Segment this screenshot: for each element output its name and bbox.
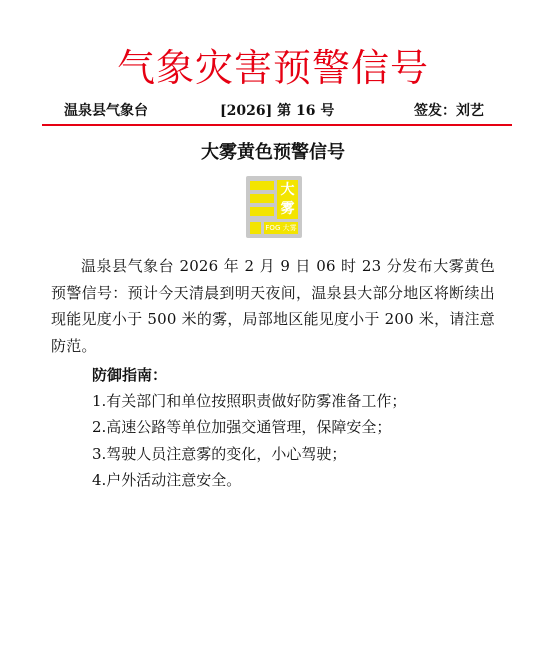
- fog-yellow-warning-icon: [246, 176, 302, 238]
- signal-bar: [250, 207, 274, 216]
- signal-bar: [250, 194, 274, 203]
- signal-char-da: 大: [277, 180, 298, 200]
- guide-list: [92, 388, 492, 493]
- signal-footer-label: FOG 大雾: [265, 224, 297, 232]
- document-headline: 气象灾害预警信号: [116, 46, 429, 90]
- issue-info-row: [64, 101, 484, 121]
- signal-footer: [250, 222, 298, 234]
- notice-title: 大雾黄色预警信号: [201, 142, 345, 163]
- issue-number: [2026] 第 16 号: [220, 103, 335, 119]
- guide-item-4: 4.户外活动注意安全。: [92, 470, 242, 489]
- notice-body: [51, 253, 495, 359]
- signatory: 签发：刘艺: [414, 103, 484, 119]
- signal-bar: [250, 181, 274, 190]
- guide-title: 防御指南：: [92, 366, 168, 384]
- signal-square: [250, 222, 261, 234]
- notice-paragraph: 温泉县气象台 2026 年 2 月 9 日 06 时 23 分发布大雾黄色预警信号：预计今天清晨到明天夜间，温泉县大部分地区将断续出现能见度小于 500 米的雾，局部地区能见度小于 200 米，请注意防范。: [51, 257, 495, 355]
- signal-char-wu: 雾: [277, 199, 298, 219]
- guide-item-3: 3.驾驶人员注意雾的变化，小心驾驶；: [92, 444, 347, 463]
- guide-item-2: 2.高速公路等单位加强交通管理，保障安全；: [92, 418, 392, 437]
- red-divider: [42, 124, 512, 126]
- issuer-name: 温泉县气象台: [64, 103, 148, 119]
- guide-item-1: 1.有关部门和单位按照职责做好防雾准备工作；: [92, 392, 407, 410]
